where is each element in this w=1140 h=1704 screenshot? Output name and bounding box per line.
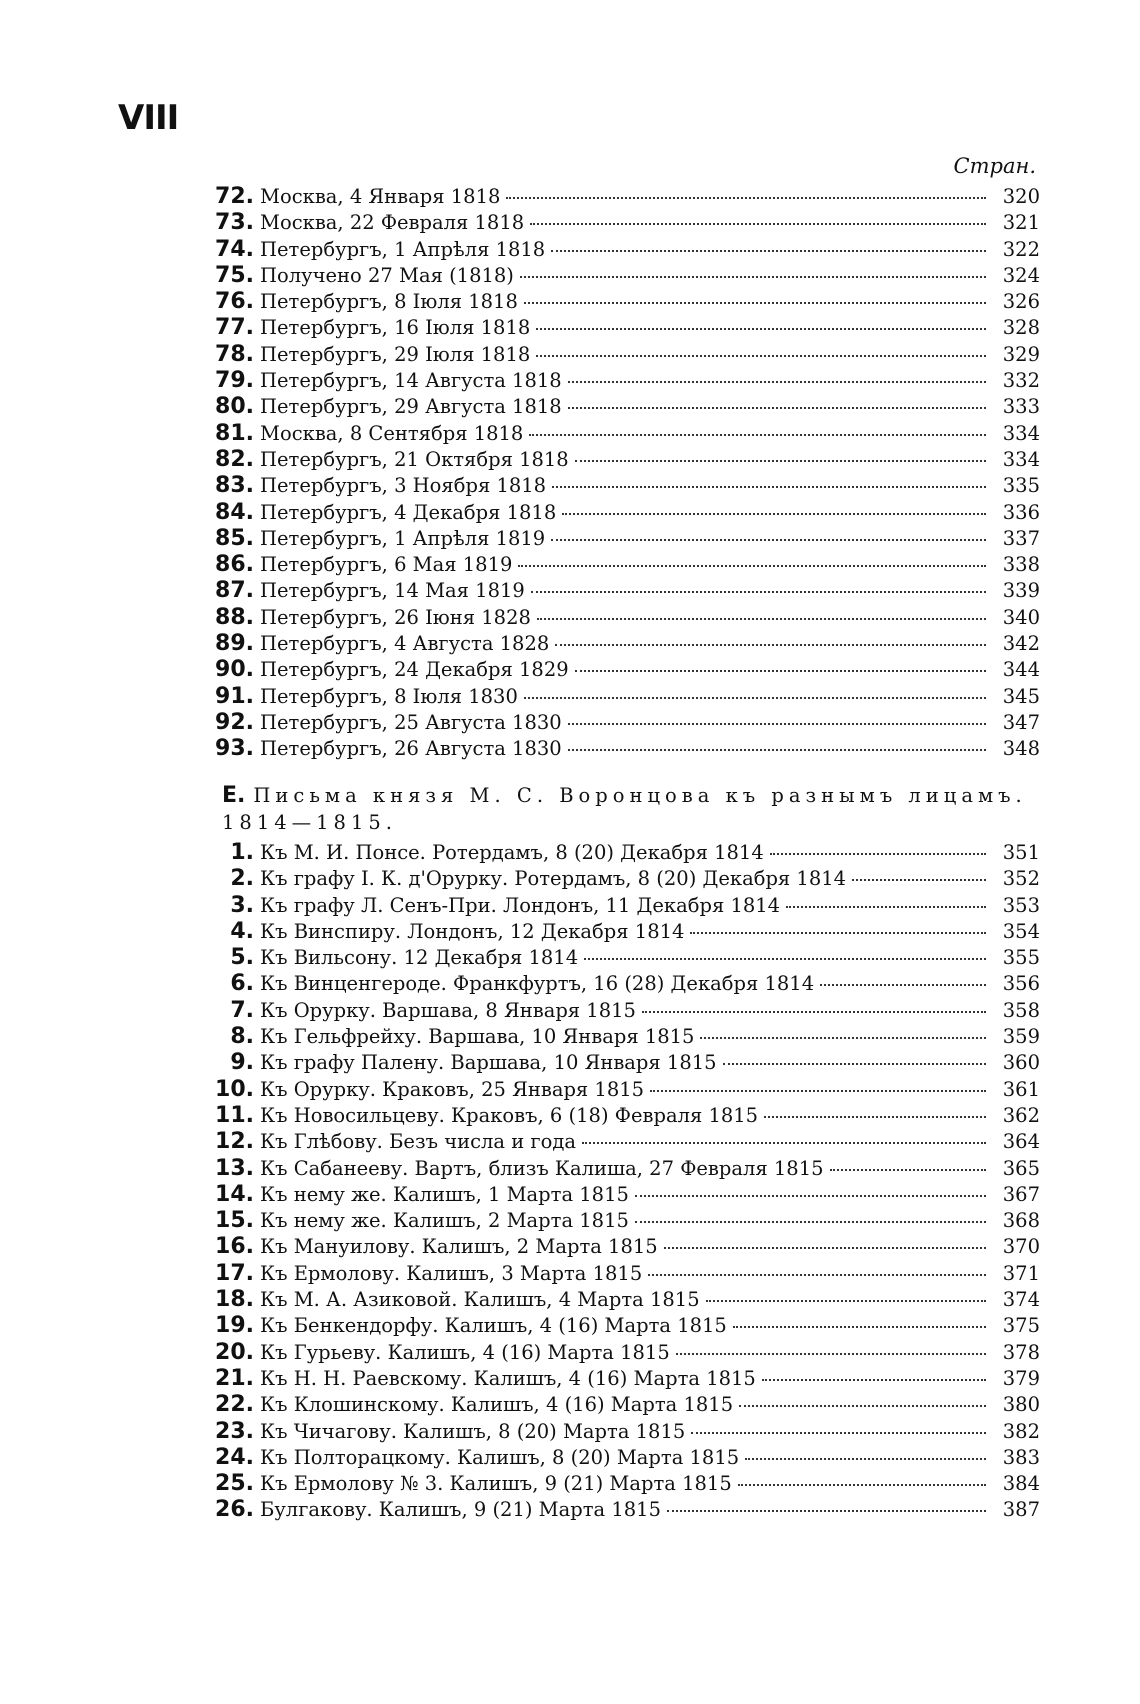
entry-title: Петербургъ, 25 Августа 1830 (260, 710, 562, 734)
toc-entry (186, 684, 1040, 710)
dot-leader (762, 1378, 986, 1381)
entry-title: Петербургъ, 8 Іюля 1830 (260, 684, 518, 708)
entry-page: 348 (1002, 737, 1040, 761)
dot-leader (568, 748, 986, 751)
section-heading (222, 782, 1032, 836)
toc-entry (186, 237, 1040, 263)
entry-page: 361 (1002, 1077, 1040, 1101)
dot-leader (506, 196, 986, 199)
entry-number: 72. (215, 184, 254, 209)
dot-leader (584, 957, 986, 960)
entry-title: Петербургъ, 3 Ноября 1818 (260, 474, 547, 498)
entry-page: 321 (1002, 211, 1040, 235)
toc-entry (186, 1156, 1040, 1182)
entry-title: Къ Полторацкому. Калишъ, 8 (20) Марта 1815 (260, 1445, 740, 1469)
entry-title: Къ нему же. Калишъ, 2 Марта 1815 (260, 1209, 629, 1233)
entry-title: Къ Гурьеву. Калишъ, 4 (16) Марта 1815 (260, 1340, 670, 1364)
entry-page: 322 (1002, 237, 1040, 261)
toc-entry (186, 263, 1040, 289)
toc-entry (186, 657, 1040, 683)
entry-page: 364 (1002, 1130, 1040, 1154)
entry-page: 344 (1002, 658, 1040, 682)
entry-page: 379 (1002, 1366, 1040, 1390)
dot-leader (676, 1352, 986, 1355)
dot-leader (691, 1431, 986, 1434)
entry-page: 367 (1002, 1182, 1040, 1206)
dot-leader (551, 249, 986, 252)
dot-leader (664, 1246, 986, 1249)
toc-entry (186, 1392, 1040, 1418)
toc-entry (186, 1497, 1040, 1523)
entry-page: 380 (1002, 1393, 1040, 1417)
entry-title: Къ Новосильцеву. Краковъ, 6 (18) Февраля 1815 (260, 1103, 759, 1127)
toc-entry (186, 184, 1040, 210)
toc-entry (186, 1313, 1040, 1339)
dot-leader (733, 1325, 986, 1328)
dot-leader (723, 1062, 986, 1065)
dot-leader (690, 931, 986, 934)
toc-entry (186, 1024, 1040, 1050)
section-title: Письма князя М. С. Воронцова къ разнымъ лицамъ. 1814—1815. (222, 784, 1027, 834)
entry-page: 338 (1002, 553, 1040, 577)
entry-page: 358 (1002, 998, 1040, 1022)
toc-entry (186, 710, 1040, 736)
entry-number: 83. (215, 473, 254, 499)
entry-title: Къ М. А. Азиковой. Калишъ, 4 Марта 1815 (260, 1288, 700, 1312)
entry-page: 337 (1002, 526, 1040, 550)
entry-title: Къ М. И. Понсе. Ротердамъ, 8 (20) Декабря 1814 (260, 841, 764, 864)
dot-leader (582, 1141, 986, 1144)
dot-leader (770, 852, 986, 855)
entry-title: Петербургъ, 29 Августа 1818 (260, 395, 562, 419)
entry-number: 4. (230, 918, 254, 944)
entry-title: Петербургъ, 6 Мая 1819 (260, 553, 513, 577)
toc-list-letters-1818-1830 (186, 184, 1040, 763)
entry-title: Къ Бенкендорфу. Калишъ, 4 (16) Марта 1815 (260, 1314, 727, 1338)
dot-leader (786, 905, 986, 908)
toc-entry (186, 394, 1040, 420)
entry-page: 375 (1002, 1314, 1040, 1338)
entry-number: 74. (215, 236, 254, 262)
dot-leader (648, 1273, 986, 1276)
entry-number: 89. (215, 631, 254, 657)
toc-entry (186, 945, 1040, 971)
entry-page: 329 (1002, 342, 1040, 366)
entry-number: 90. (215, 657, 254, 683)
dot-leader (635, 1220, 986, 1223)
entry-page: 351 (1002, 841, 1040, 864)
entry-title: Петербургъ, 14 Августа 1818 (260, 369, 562, 393)
dot-leader (575, 459, 986, 462)
entry-title: Къ графу Л. Сенъ-При. Лондонъ, 11 Декабря 1814 (260, 893, 781, 917)
entry-title: Петербургъ, 26 Іюня 1828 (260, 605, 531, 629)
toc-entry (186, 368, 1040, 394)
entry-number: 8. (230, 1024, 254, 1050)
dot-leader (536, 327, 986, 330)
entry-title: Петербургъ, 4 Августа 1828 (260, 632, 550, 656)
entry-number: 5. (230, 945, 254, 971)
entry-title: Къ Винценгероде. Франкфуртъ, 16 (28) Декабря 1814 (260, 972, 815, 996)
toc-entry (186, 1077, 1040, 1103)
entry-page: 340 (1002, 605, 1040, 629)
entry-number: 2. (230, 866, 254, 892)
entry-title: Петербургъ, 16 Іюля 1818 (260, 316, 531, 340)
entry-page: 345 (1002, 684, 1040, 708)
entry-number: 7. (230, 997, 254, 1023)
entry-number: 23. (215, 1418, 254, 1444)
entry-number: 15. (215, 1208, 254, 1234)
entry-title: Петербургъ, 4 Декабря 1818 (260, 500, 557, 524)
entry-page: 324 (1002, 263, 1040, 287)
entry-number: 17. (215, 1260, 254, 1286)
entry-title: Къ Орурку. Краковъ, 25 Января 1815 (260, 1077, 645, 1101)
entry-title: Петербургъ, 1 Апрѣля 1818 (260, 237, 546, 261)
toc-entry (186, 552, 1040, 578)
entry-title: Къ Клошинскому. Калишъ, 4 (16) Марта 1815 (260, 1393, 734, 1417)
dot-leader (518, 564, 986, 567)
entry-page: 333 (1002, 395, 1040, 419)
dot-leader (562, 512, 986, 515)
toc-entry (186, 1129, 1040, 1155)
entry-number: 85. (215, 525, 254, 551)
entry-title: Получено 27 Мая (1818) (260, 263, 514, 287)
toc-list-letters-1814-1815 (186, 840, 1040, 1524)
entry-page: 371 (1002, 1261, 1040, 1285)
entry-number: 6. (230, 971, 254, 997)
entry-title: Къ Вильсону. 12 Декабря 1814 (260, 946, 579, 970)
entry-number: 1. (230, 840, 254, 865)
entry-title: Къ Винспиру. Лондонъ, 12 Декабря 1814 (260, 919, 685, 943)
entry-number: 16. (215, 1234, 254, 1260)
toc-entry (186, 1261, 1040, 1287)
toc-entry (186, 866, 1040, 892)
entry-page: 362 (1002, 1103, 1040, 1127)
toc-entry (186, 605, 1040, 631)
dot-leader (529, 433, 986, 436)
entry-page: 356 (1002, 972, 1040, 996)
entry-page: 328 (1002, 316, 1040, 340)
entry-number: 84. (215, 499, 254, 525)
dot-leader (739, 1404, 986, 1407)
toc-entry (186, 473, 1040, 499)
entry-number: 92. (215, 709, 254, 735)
entry-page: 336 (1002, 500, 1040, 524)
entry-number: 88. (215, 604, 254, 630)
toc-entry (186, 1050, 1040, 1076)
entry-page: 359 (1002, 1025, 1040, 1049)
section-letter: Е. (222, 783, 246, 808)
entry-page: 384 (1002, 1472, 1040, 1496)
entry-title: Къ Н. Н. Раевскому. Калишъ, 4 (16) Марта 1815 (260, 1366, 756, 1390)
toc-entry (186, 1445, 1040, 1471)
toc-entry (186, 526, 1040, 552)
entry-number: 18. (215, 1287, 254, 1313)
toc-entry (186, 1103, 1040, 1129)
entry-page: 370 (1002, 1235, 1040, 1259)
entry-page: 326 (1002, 290, 1040, 314)
entry-number: 75. (215, 262, 254, 288)
entry-page: 374 (1002, 1288, 1040, 1312)
toc-entry (186, 1419, 1040, 1445)
entry-title: Къ Мануилову. Калишъ, 2 Марта 1815 (260, 1235, 658, 1259)
entry-title: Къ Орурку. Варшава, 8 Января 1815 (260, 998, 636, 1022)
toc-entry (186, 919, 1040, 945)
entry-number: 24. (215, 1444, 254, 1470)
toc-entry (186, 998, 1040, 1024)
entry-number: 86. (215, 552, 254, 578)
toc-entry (186, 1471, 1040, 1497)
entry-page: 365 (1002, 1156, 1040, 1180)
entry-number: 79. (215, 368, 254, 394)
dot-leader (551, 538, 986, 541)
entry-title: Москва, 4 Января 1818 (260, 185, 501, 208)
entry-number: 13. (215, 1155, 254, 1181)
entry-number: 20. (215, 1339, 254, 1365)
toc-entry (186, 1208, 1040, 1234)
entry-page: 354 (1002, 919, 1040, 943)
toc-entry (186, 421, 1040, 447)
toc-entry (186, 1234, 1040, 1260)
dot-leader (575, 669, 986, 672)
entry-number: 87. (215, 578, 254, 604)
toc-entry (186, 893, 1040, 919)
entry-page: 387 (1002, 1498, 1040, 1522)
entry-number: 78. (215, 341, 254, 367)
entry-page: 353 (1002, 893, 1040, 917)
entry-page: 352 (1002, 867, 1040, 891)
dot-leader (530, 222, 986, 225)
dot-leader (764, 1115, 986, 1118)
dot-leader (820, 983, 986, 986)
toc-entry (186, 736, 1040, 762)
entry-number: 12. (215, 1129, 254, 1155)
toc-entry (186, 578, 1040, 604)
toc-entry (186, 631, 1040, 657)
entry-title: Петербургъ, 1 Апрѣля 1819 (260, 526, 546, 550)
entry-number: 91. (215, 683, 254, 709)
entry-title: Къ Сабанееву. Вартъ, близъ Калиша, 27 Февраля 1815 (260, 1156, 824, 1180)
entry-number: 80. (215, 394, 254, 420)
entry-number: 93. (215, 736, 254, 762)
entry-page: 383 (1002, 1445, 1040, 1469)
entry-page: 382 (1002, 1419, 1040, 1443)
entry-page: 334 (1002, 447, 1040, 471)
toc-entry (186, 447, 1040, 473)
dot-leader (852, 878, 986, 881)
entry-page: 360 (1002, 1051, 1040, 1075)
entry-page: 335 (1002, 474, 1040, 498)
dot-leader (568, 406, 986, 409)
entry-page: 355 (1002, 946, 1040, 970)
entry-page: 339 (1002, 579, 1040, 603)
dot-leader (650, 1089, 986, 1092)
dot-leader (667, 1509, 986, 1512)
dot-leader (555, 643, 986, 646)
toc-entry (186, 342, 1040, 368)
entry-page: 334 (1002, 421, 1040, 445)
entry-number: 82. (215, 446, 254, 472)
dot-leader (700, 1036, 986, 1039)
entry-number: 10. (215, 1076, 254, 1102)
entry-page: 368 (1002, 1209, 1040, 1233)
entry-title: Петербургъ, 21 Октября 1818 (260, 447, 569, 471)
entry-number: 73. (215, 210, 254, 236)
toc-entry (186, 1182, 1040, 1208)
entry-title: Къ Чичагову. Калишъ, 8 (20) Марта 1815 (260, 1419, 686, 1443)
entry-number: 21. (215, 1365, 254, 1391)
entry-title: Петербургъ, 24 Декабря 1829 (260, 658, 569, 682)
entry-number: 81. (215, 420, 254, 446)
entry-number: 22. (215, 1392, 254, 1418)
entry-page: 347 (1002, 710, 1040, 734)
entry-page: 320 (1002, 185, 1040, 208)
toc-entry (186, 1287, 1040, 1313)
entry-title: Къ Гельфрейху. Варшава, 10 Января 1815 (260, 1025, 695, 1049)
entry-title: Къ графу Палену. Варшава, 10 Января 1815 (260, 1051, 717, 1075)
entry-title: Къ графу І. К. д'Орурку. Ротердамъ, 8 (20) Декабря 1814 (260, 867, 847, 891)
toc-entry (186, 500, 1040, 526)
toc-entry (186, 840, 1040, 866)
dot-leader (745, 1457, 986, 1460)
entry-number: 9. (230, 1050, 254, 1076)
dot-leader (568, 722, 986, 725)
entry-page: 332 (1002, 369, 1040, 393)
entry-title: Москва, 22 Февраля 1818 (260, 211, 525, 235)
dot-leader (552, 485, 986, 488)
page-number: VIII (118, 98, 179, 138)
toc-entry (186, 289, 1040, 315)
entry-number: 11. (215, 1102, 254, 1128)
page-column-header: Стран. (953, 154, 1036, 178)
entry-page: 378 (1002, 1340, 1040, 1364)
dot-leader (537, 617, 986, 620)
entry-title: Къ нему же. Калишъ, 1 Марта 1815 (260, 1182, 629, 1206)
entry-title: Булгакову. Калишъ, 9 (21) Марта 1815 (260, 1498, 661, 1522)
toc-entry (186, 1366, 1040, 1392)
dot-leader (642, 1010, 986, 1013)
dot-leader (536, 354, 986, 357)
entry-title: Къ Ермолову. Калишъ, 3 Марта 1815 (260, 1261, 643, 1285)
entry-title: Петербургъ, 26 Августа 1830 (260, 737, 562, 761)
entry-title: Къ Глѣбову. Безъ числа и года (260, 1130, 576, 1154)
dot-leader (531, 590, 986, 593)
entry-title: Къ Ермолову № 3. Калишъ, 9 (21) Марта 1815 (260, 1472, 732, 1496)
dot-leader (635, 1194, 986, 1197)
dot-leader (706, 1299, 986, 1302)
toc-entry (186, 1340, 1040, 1366)
dot-leader (738, 1483, 986, 1486)
toc-entry (186, 971, 1040, 997)
dot-leader (524, 696, 986, 699)
dot-leader (568, 380, 986, 383)
entry-number: 14. (215, 1181, 254, 1207)
entry-number: 77. (215, 315, 254, 341)
entry-title: Петербургъ, 29 Іюля 1818 (260, 342, 531, 366)
toc-entry (186, 315, 1040, 341)
entry-number: 3. (230, 892, 254, 918)
dot-leader (520, 275, 986, 278)
toc-entry (186, 210, 1040, 236)
entry-title: Петербургъ, 8 Іюля 1818 (260, 290, 518, 314)
entry-number: 26. (215, 1497, 254, 1523)
entry-title: Петербургъ, 14 Мая 1819 (260, 579, 525, 603)
entry-number: 19. (215, 1313, 254, 1339)
entry-page: 342 (1002, 632, 1040, 656)
dot-leader (524, 301, 986, 304)
dot-leader (830, 1168, 986, 1171)
entry-title: Москва, 8 Сентября 1818 (260, 421, 524, 445)
entry-number: 76. (215, 289, 254, 315)
entry-number: 25. (215, 1471, 254, 1497)
